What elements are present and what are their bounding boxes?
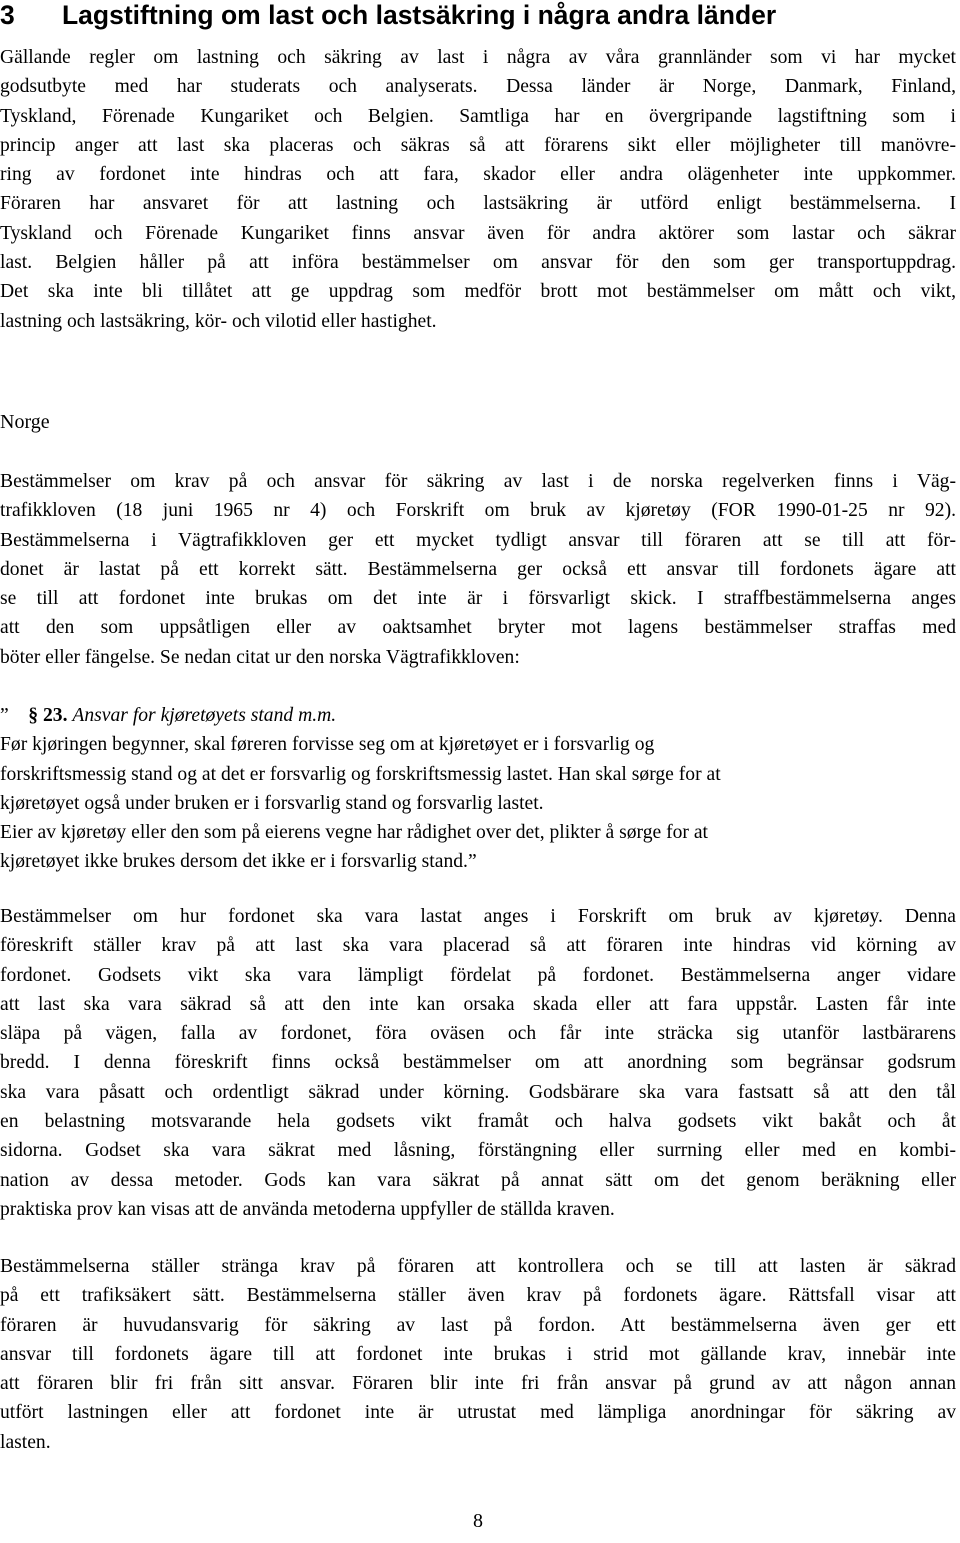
text-line: Eier av kjøretøy eller den som på eierens vegne har rådighet over det, plikter å sørge for at xyxy=(0,822,708,844)
text-line: donet är lastat på ett korrekt sätt. Bestämmelserna ger också ett ansvar till fordonets ägare att xyxy=(0,558,956,580)
text-line: forskriftsmessig stand og at det er forsvarlig og forskriftsmessig lastet. Han skal sørge for at xyxy=(0,763,721,785)
text-line: att last ska vara säkrad så att den inte kan orsaka skada eller att fara uppstår. Lasten får inte xyxy=(0,993,956,1015)
section-title: Ansvar for kjøretøyets stand m.m. xyxy=(72,705,337,726)
text-line: praktiska prov kan visas att de använda metoderna uppfyller de ställda kraven. xyxy=(0,1198,615,1220)
norway-paragraph-1 xyxy=(0,467,956,672)
intro-paragraph xyxy=(0,43,956,336)
text-line: se till att fordonet inte brukas om det inte är i försvarligt skick. I straffbestämmelserna anges xyxy=(0,588,956,610)
chapter-heading xyxy=(0,0,956,32)
text-line: föreskrift ställer krav på att last ska vara placerad så att föraren inte hindras vid körning av xyxy=(0,935,956,957)
text-line: Før kjøringen begynner, skal føreren forvisse seg om at kjøretøyet er i forsvarlig og xyxy=(0,734,655,756)
text-line: Bestämmelserna ställer stränga krav på föraren att kontrollera och se till att lasten är säkrad xyxy=(0,1256,956,1277)
text-line: Bestämmelser om krav på och ansvar för säkring av last i de norska regelverken finns i Väg- xyxy=(0,471,956,492)
text-line: ska vara påsatt och ordentligt säkrad under körning. Godsbärare ska vara fastsatt så att den tål xyxy=(0,1081,956,1103)
section-heading-norway: Norge xyxy=(0,411,50,433)
text-line: last. Belgien håller på att införa bestämmelser om ansvar för den som ger transportuppdrag. xyxy=(0,252,956,274)
quote-title-line xyxy=(0,701,956,730)
text-line: godsutbyte med har studerats och analyserats. Dessa länder är Norge, Danmark, Finland, xyxy=(0,76,956,98)
text-line: Bestämmelser om hur fordonet ska vara lastat anges i Forskrift om bruk av kjøretøy. Denna xyxy=(0,906,956,927)
chapter-number: 3 xyxy=(0,0,15,30)
text-line: kjøretøyet ikke brukes dersom det ikke er i forsvarlig stand.” xyxy=(0,851,477,873)
text-line: trafikkloven (18 juni 1965 nr 4) och Forskrift om bruk av kjøretøy (FOR 1990-01-25 nr 92). xyxy=(0,500,956,522)
text-line: på ett trafiksäkert sätt. Bestämmelserna ställer även krav på fordonets ägare. Rättsfall visar att xyxy=(0,1285,956,1307)
text-line: Det ska inte bli tillåtet att ge uppdrag som medför brott mot bestämmelser om mått och vikt, xyxy=(0,281,956,303)
text-line: ansvar till fordonets ägare till att fordonet inte brukas i strid mot gällande krav, innebär inte xyxy=(0,1343,956,1365)
norway-paragraph-3 xyxy=(0,1252,956,1457)
text-line: Tyskland, Förenade Kungariket och Belgien. Samtliga har en övergripande lagstiftning som i xyxy=(0,105,956,127)
text-line: Tyskland och Förenade Kungariket finns ansvar även för andra aktörer som lastar och säkrar xyxy=(0,222,956,244)
text-line: böter eller fängelse. Se nedan citat ur den norska Vägtrafikkloven: xyxy=(0,646,520,668)
text-line: Föraren har ansvaret för att lastning och lastsäkring är utförd enligt bestämmelserna. I xyxy=(0,193,956,215)
text-line: bredd. I denna föreskrift finns också bestämmelser om att anordning som begränsar godsrum xyxy=(0,1052,956,1074)
norway-paragraph-2 xyxy=(0,902,956,1224)
section-sign: § xyxy=(28,705,39,726)
text-line: princip anger att last ska placeras och säkras så att förarens sikt eller möjligheter till manövre- xyxy=(0,134,956,156)
text-line: att föraren blir fri från sitt ansvar. Föraren blir inte fri från ansvar på grund av att någon annan xyxy=(0,1373,956,1395)
text-line: sidorna. Godset ska vara säkrat med låsning, förstängning eller surrning eller med en kombi- xyxy=(0,1140,956,1162)
text-line: att den som uppsåtligen eller av oaktsamhet bryter mot lagens bestämmelser straffas med xyxy=(0,617,956,639)
text-line: fordonet. Godsets vikt ska vara lämpligt fördelat på fordonet. Bestämmelserna anger vidare xyxy=(0,964,956,986)
text-line: utfört lastningen eller att fordonet inte är utrustat med lämpliga anordningar för säkring av xyxy=(0,1402,956,1424)
text-line: lastning och lastsäkring, kör- och vilotid eller hastighet. xyxy=(0,310,437,332)
text-line: föraren är huvudansvarig för säkring av last på fordon. Att bestämmelserna även ger ett xyxy=(0,1314,956,1336)
quote-open-mark: ” xyxy=(0,705,9,726)
text-line: Gällande regler om lastning och säkring av last i några av våra grannländer som vi har mycket xyxy=(0,47,956,68)
section-number: 23. xyxy=(43,705,68,726)
page-number: 8 xyxy=(473,1510,483,1532)
text-line: nation av dessa metoder. Gods kan vara säkrat på annat sätt om det genom beräkning eller xyxy=(0,1169,956,1191)
chapter-title: Lagstiftning om last och lastsäkring i några andra länder xyxy=(62,0,777,30)
text-line: ring av fordonet inte hindras och att fara, skador eller andra olägenheter inte uppkommer. xyxy=(0,164,956,186)
text-line: Bestämmelserna i Vägtrafikkloven ger ett mycket tydligt ansvar till föraren att se till att för- xyxy=(0,529,956,551)
law-quote xyxy=(0,701,956,877)
text-line: lasten. xyxy=(0,1431,51,1453)
text-line: en belastning motsvarande hela godsets vikt framåt och halva godsets vikt bakåt och åt xyxy=(0,1111,956,1133)
text-line: kjøretøyet også under bruken er i forsvarlig stand og forsvarlig lastet. xyxy=(0,792,544,814)
text-line: släpa på vägen, falla av fordonet, föra oväsen och får inte sträcka sig utanför lastbärarens xyxy=(0,1023,956,1045)
